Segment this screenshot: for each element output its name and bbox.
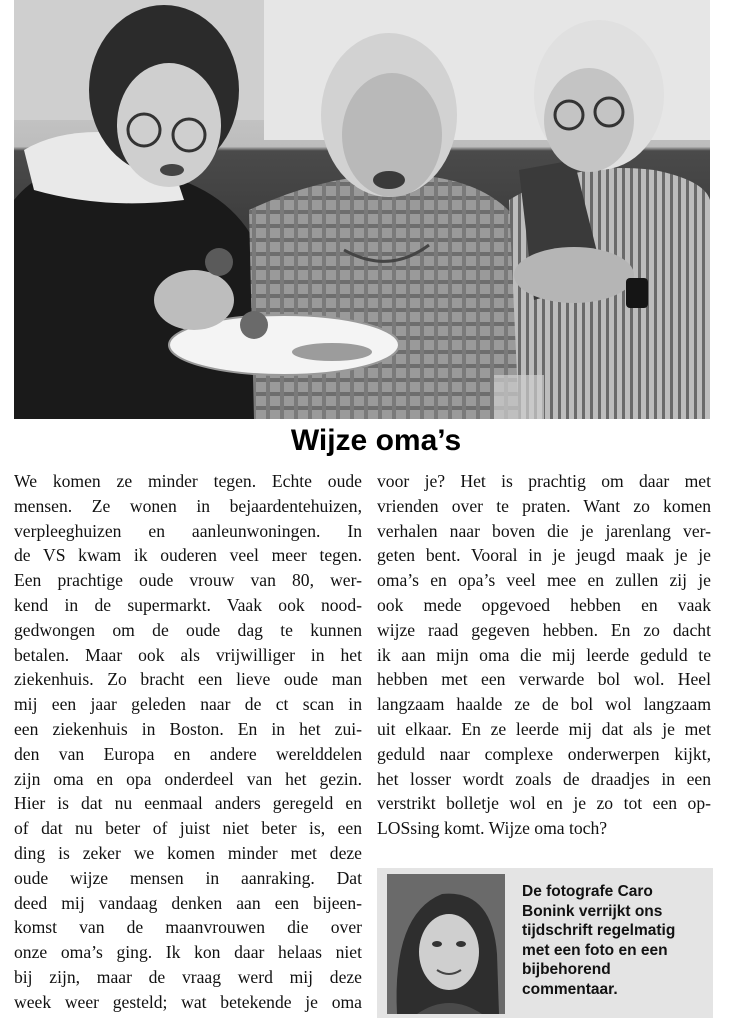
text-line: Hier is dat nu eenmaal anders geregeld en [14, 793, 362, 814]
text-line: onze oma’s ging. Ik kon daar helaas niet [14, 942, 362, 963]
photographer-portrait [387, 874, 505, 1014]
text-line: week weer gesteld; wat betekende je oma [14, 991, 362, 1012]
credit-line: De fotografe Caro [522, 883, 653, 900]
main-photo [14, 0, 710, 419]
text-line: We komen ze minder tegen. Echte oude [14, 471, 362, 491]
text-line: hebben met een verwarde bol wol. Heel [377, 669, 711, 690]
credit-line: Bonink verrijkt ons [522, 902, 663, 920]
text-line: het losser wordt zoals de draadjes in een [377, 768, 711, 789]
text-line: deed mij vandaag denken aan een bijeen- [14, 892, 362, 913]
text-line: mij een jaar geleden naar de ct scan in [14, 694, 362, 715]
text-line: ziekenhuis. Zo bracht een lieve oude man [14, 669, 362, 690]
photographer-credit-box [377, 868, 713, 1018]
credit-line: met een foto en een [522, 941, 668, 959]
text-line: wijze raad gegeven hebben. En zo dacht [377, 619, 711, 640]
text-line: den van Europa en andere werelddelen [14, 743, 362, 764]
text-line: geduld naar complexe onderwerpen kijkt, [377, 743, 711, 764]
text-line: zijn oma en opa onderdeel van het gezin. [14, 768, 362, 789]
text-line: oude wijze mensen in aanraking. Dat [14, 867, 362, 888]
text-line: verpleeghuizen en aanleunwoningen. In [14, 520, 362, 541]
credit-line: tijdschrift regelmatig [522, 922, 676, 939]
text-line: voor je? Het is prachtig om daar met [377, 471, 711, 491]
text-line: mensen. Ze wonen in bejaardentehuizen, [14, 495, 362, 516]
text-line: gedwongen om de oude dag te kunnen [14, 619, 362, 640]
text-line: bij zijn, maar de vraag werd mij deze [14, 966, 362, 987]
text-line: ik aan mijn oma die mij leerde geduld te [377, 644, 711, 665]
photographer-credit-text [522, 882, 707, 999]
text-line: de VS kwam ik ouderen veel meer tegen. [14, 545, 362, 566]
text-line: kend in de supermarkt. Vaak ook nood- [14, 594, 362, 615]
text-line: langzaam haalde ze de bol wol langzaam [377, 694, 711, 715]
text-line: verstrikt bolletje wol en je zo tot een op- [377, 793, 711, 814]
article-title: Wijze oma’s [290, 424, 462, 457]
text-line: ook mede opgevoed hebben en vaak [377, 594, 711, 615]
text-line: Een prachtige oude vrouw van 80, wer- [14, 570, 362, 591]
credit-line: bijbehorend [522, 961, 611, 978]
text-line: ding is zeker we komen minder met deze [14, 842, 362, 863]
text-line: komst van de maanvrouwen die over [14, 917, 362, 938]
text-line: of dat nu beter of juist niet beter is, een [14, 818, 362, 839]
text-line: geten bent. Vooral in je jeugd maak je je [377, 545, 711, 566]
text-line: oma’s en opa’s veel mee en zullen zij je [377, 570, 711, 591]
text-line: vrienden over te praten. Want zo komen [377, 495, 711, 516]
text-line: uit elkaar. En ze leerde mij dat als je met [377, 718, 711, 739]
article-column-right [377, 469, 711, 841]
text-line: betalen. Maar ook als vrijwilliger in het [14, 644, 362, 665]
text-line: LOSsing komt. Wijze oma toch? [377, 818, 608, 839]
text-line: een ziekenhuis in Boston. En in het zui- [14, 718, 362, 739]
credit-line: commentaar. [522, 980, 618, 998]
text-line: verhalen naar boven die je jarenlang ver- [377, 520, 711, 541]
article-column-left [14, 469, 362, 1015]
